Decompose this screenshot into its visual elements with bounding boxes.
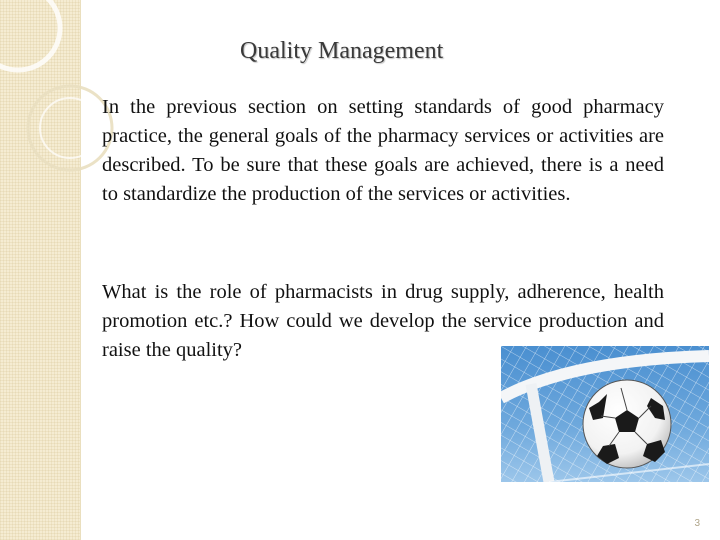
slide-title: Quality Management bbox=[240, 38, 444, 64]
body-paragraph-1: In the previous section on setting standards of good pharmacy practice, the general goals of the pharmacy services or activities are described. To be sure that these goals are achieved, there is a need to standardize the production of the services or activities. bbox=[102, 96, 664, 205]
body-paragraph-2: What is the role of pharmacists in drug supply, adherence, health promotion etc.? How could we develop the service production and raise the quality? bbox=[102, 281, 664, 361]
soccer-ball-photo bbox=[501, 346, 709, 482]
page-number: 3 bbox=[694, 518, 700, 529]
